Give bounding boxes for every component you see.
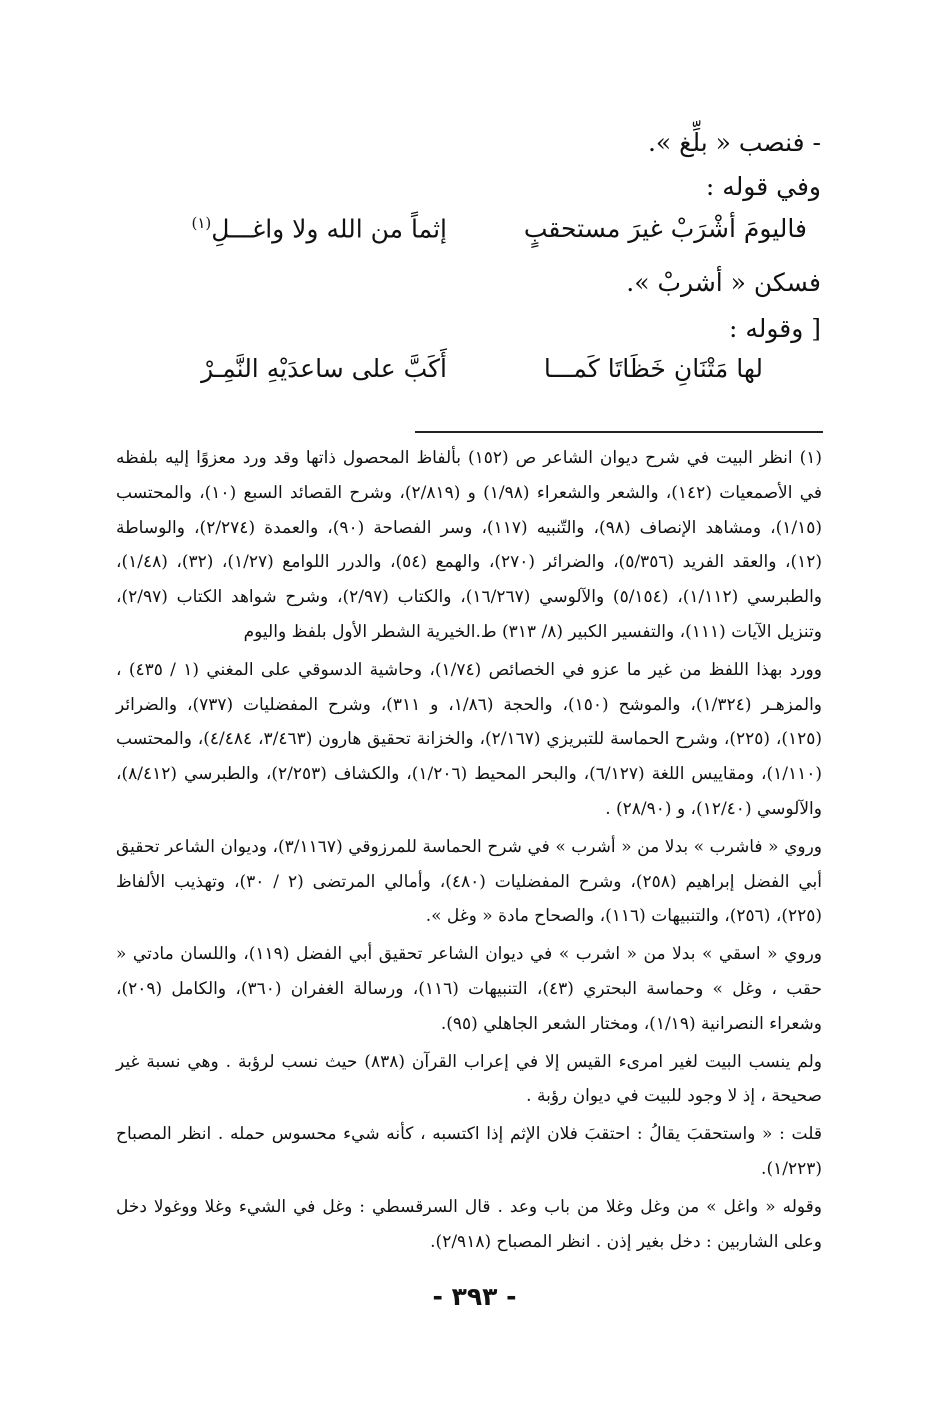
verse-1-second-text: إثماً من الله ولا واغـــلِ — [211, 214, 447, 244]
footnote-paragraph-4: وروي « اسقي » بدلا من « اشرب » في ديوان الشاعر تحقيق أبي الفضل (١١٩)، واللسان مادتي « حقب ، وغل » وحماسة البحتري (٤٣)، التنبيهات (١١٦)، ورسالة الغفران (٣٦٠)، والكامل (٢٠٩)، وشعراء النصرانية (١/١٩)، ومختار الشعر الجاهلي (٩٥). — [116, 944, 822, 1034]
page-number: - ٣٩٣ - — [432, 1282, 517, 1311]
footnote-paragraph-3: وروي « فاشرب » بدلا من « أشرب » في شرح الحماسة للمرزوقي (٣/١١٦٧)، وديوان الشاعر تحقيق أبي الفضل إبراهيم (٢٥٨)، وشرح المفضليات (٤٨٠)، وأمالي المرتضى (٢ / ٣٠)، وتهذيب الألفاظ (٢٢٥)، (٢٥٦)، والتنبيهات (١١٦)، والصحاح مادة « وغل ». — [116, 836, 822, 927]
text-line-1: - فنصب « بلِّغ ». — [647, 128, 821, 157]
footnote-reference: (١) — [191, 214, 212, 232]
verse-2-first-hemistich: لها مَتْنَانِ خَظَاتَا كَمـــا — [543, 354, 763, 383]
footnote-paragraph-6: قلت : « واستحقبَ يقالُ : احتقبَ فلان الإثم إذا اكتسبه ، كأنه شيء محسوس حمله . انظر المصباح (١/٢٢٣). — [116, 1124, 822, 1179]
footnote-paragraph-2: وورد بهذا اللفظ من غير ما عزو في الخصائص (١/٧٤)، وحاشية الدسوقي على المغني (١ / ٤٣٥) ، والمزهـر (١/٣٢٤)، والموشح (١٥٠)، والحجة (١/٨٦، و ٣١١)، وشرح المفضليات (٧٣٧)، والضرائر (١٢٥)، (٢٢٥)، وشرح الحماسة للتبريزي (٢/١٦٧)، والخزانة تحقيق هارون (٣/٤٦٣، ٤/٤٨٤)، والمحتسب (١/١١٠)، ومقاييس اللغة (٦/١٢٧)، والبحر المحيط (١/٢٠٦)، والكشاف (٢/٢٥٣)، والطبرسي (٨/٤١٢)، والآلوسي (١٢/٤٠)، و (٢٨/٩٠) . — [116, 659, 823, 819]
verse-2-second-hemistich: أَكَبَّ على ساعدَيْهِ النَّمِـرْ — [201, 354, 447, 383]
footnote-paragraph-5: ولم ينسب البيت لغير امرىء القيس إلا في إعراب القرآن (٨٣٨) حيث نسب لرؤبة . وهي نسبة غير صحيحة ، إذ لا وجود للبيت في ديوان رؤبة . — [116, 1051, 822, 1107]
verse-1-second-hemistich — [191, 214, 447, 243]
text-line-2: وفي قوله : — [705, 172, 821, 201]
verse-1-first-hemistich: فاليومَ أشْرَبْ غيرَ مستحقبٍ — [523, 214, 807, 243]
footnote-paragraph-7: وقوله « واغل » من وغل وغلا من باب وعد . قال السرقسطي : وغل في الشيء وغلا ووغولا دخل وعلى الشاربين : دخل بغير إذن . انظر المصباح (٢/٩١٨). — [116, 1196, 822, 1252]
footnote-paragraph-1: (١) انظر البيت في شرح ديوان الشاعر ص (١٥٢) بألفاظ المحصول ذاتها وقد ورد معزوًا إليه بلفظه في الأصمعيات (١٤٢)، والشعر والشعراء (١/٩٨) و (٢/٨١٩)، وشرح القصائد السبع (١٠)، والمحتسب (١/١٥)، ومشاهد الإنصاف (٩٨)، والتّنبيه (١١٧)، وسر الفصاحة (٩٠)، والعمدة (٢/٢٧٤)، والوساطة (١٢)، والعقد الفريد (٥/٣٥٦)، والضرائر (٢٧٠)، والهمع (٥٤)، والدرر اللوامع (١/٢٧)، (٣٢)، (١/٤٨)، والطبرسي (١/١١٢)، (٥/١٥٤) والآلوسي (١٦/٢٦٧)، والكتاب (٢/٩٧)، وشرح شواهد الكتاب (٢/٩٧)، وتنزيل الآيات (١١١)، والتفسير الكبير (٨/ ٣١٣) ط.الخيرية الشطر الأول بلفظ واليوم — [116, 448, 823, 642]
footnotes — [116, 441, 822, 1259]
text-line-4: [ وقوله : — [728, 314, 821, 343]
text-line-3: فسكن « أشربْ ». — [626, 268, 821, 297]
footnote-divider — [415, 431, 823, 433]
